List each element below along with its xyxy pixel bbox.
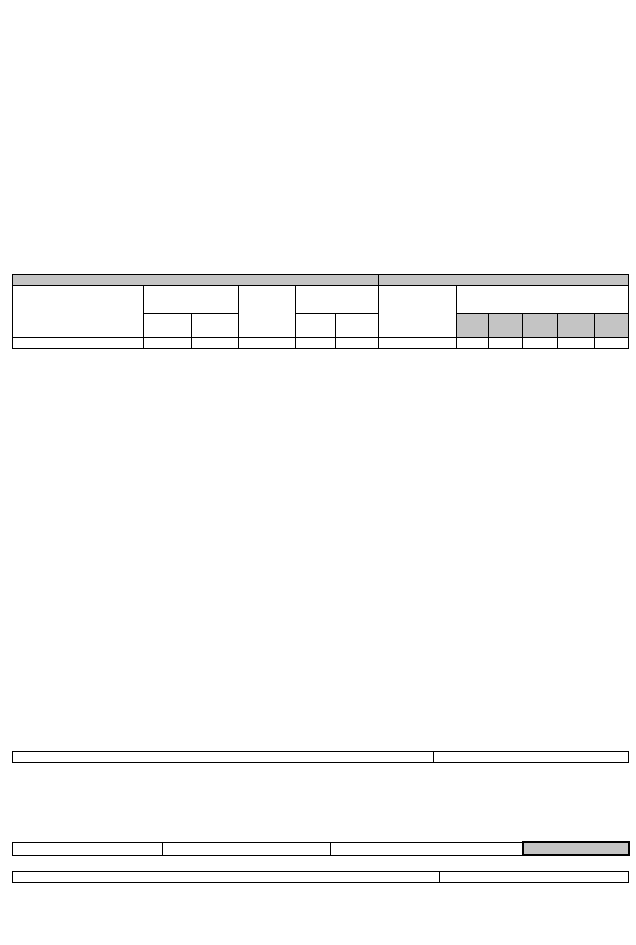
empty-cell [595, 338, 629, 349]
total-with-vat [296, 314, 336, 338]
num-1 [13, 338, 144, 349]
num-3 [192, 338, 239, 349]
col-sum [440, 872, 629, 883]
col-units [239, 286, 296, 338]
eligible-sum-value [523, 842, 629, 855]
period-cell [595, 314, 629, 338]
col-position [13, 286, 144, 338]
period-cell [558, 314, 595, 338]
total-costs-header [13, 275, 379, 286]
total-sum-label [13, 842, 163, 855]
num-4 [239, 338, 296, 349]
c15-table [12, 751, 629, 763]
period-cell [489, 314, 523, 338]
num-5 [296, 338, 336, 349]
col-total [296, 286, 379, 314]
eligible-sum-label [331, 842, 523, 855]
c16-table [12, 841, 630, 856]
empty-cell [523, 338, 558, 349]
total-sum-value [163, 842, 331, 855]
col-unit-price [144, 286, 239, 314]
price-without-vat [192, 314, 239, 338]
period-cell [457, 314, 489, 338]
col-period [457, 286, 629, 314]
eligible-costs-header [379, 275, 629, 286]
total-without-vat [336, 314, 379, 338]
num-6 [336, 338, 379, 349]
period-cell [523, 314, 558, 338]
col-sum [434, 752, 629, 763]
price-with-vat [144, 314, 192, 338]
col-source [13, 872, 440, 883]
empty-cell [457, 338, 489, 349]
empty-cell [558, 338, 595, 349]
empty-cell [489, 338, 523, 349]
num-2 [144, 338, 192, 349]
col-activities [13, 752, 434, 763]
col-eligible [379, 286, 457, 338]
num-7 [379, 338, 457, 349]
c17-table [12, 871, 629, 883]
c14-table [12, 274, 629, 349]
